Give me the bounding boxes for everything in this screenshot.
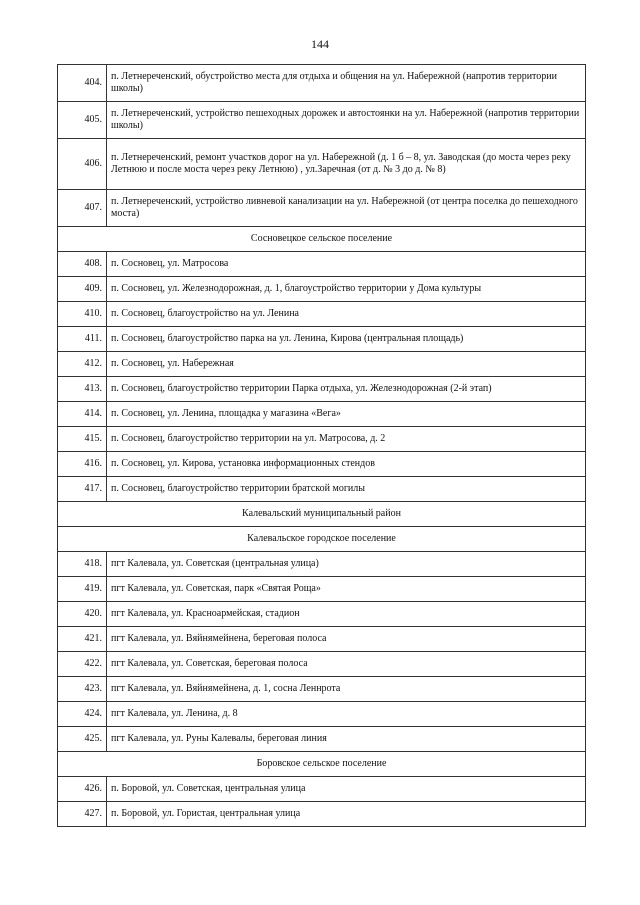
table-row [58,277,586,302]
row-number: 419. [58,577,107,602]
row-description: п. Летнереченский, обустройство места для отдыха и общения на ул. Набережной (напротив территории школы) [107,65,586,102]
row-number: 410. [58,302,107,327]
row-number: 417. [58,477,107,502]
row-description: пгт Калевала, ул. Ленина, д. 8 [107,702,586,727]
row-number: 415. [58,427,107,452]
row-number: 416. [58,452,107,477]
row-number: 427. [58,802,107,827]
table-row [58,577,586,602]
section-header-row [58,502,586,527]
row-description: п. Сосновец, ул. Набережная [107,352,586,377]
row-description: пгт Калевала, ул. Руны Калевалы, береговая линия [107,727,586,752]
row-description: пгт Калевала, ул. Красноармейская, стадион [107,602,586,627]
row-description: пгт Калевала, ул. Советская, береговая полоса [107,652,586,677]
row-description: пгт Калевала, ул. Вяйнямейнена, береговая полоса [107,627,586,652]
table-row [58,452,586,477]
section-header-row [58,752,586,777]
row-number: 413. [58,377,107,402]
row-number: 418. [58,552,107,577]
page-number: 144 [311,37,329,51]
row-number: 426. [58,777,107,802]
table-row [58,352,586,377]
section-title: Калевальское городское поселение [58,527,586,552]
table-row [58,65,586,102]
table-row [58,627,586,652]
section-header-row [58,227,586,252]
row-number: 404. [58,65,107,102]
row-number: 414. [58,402,107,427]
objects-table-body [58,65,586,827]
table-row [58,727,586,752]
table-row [58,327,586,352]
table-row [58,802,586,827]
row-description: п. Сосновец, ул. Матросова [107,252,586,277]
row-number: 424. [58,702,107,727]
table-row [58,427,586,452]
table-row [58,302,586,327]
row-description: п. Боровой, ул. Советская, центральная улица [107,777,586,802]
row-description: п. Сосновец, ул. Ленина, площадка у магазина «Вега» [107,402,586,427]
row-description: пгт Калевала, ул. Советская (центральная улица) [107,552,586,577]
table-row [58,677,586,702]
table-row [58,252,586,277]
table-row [58,190,586,227]
row-number: 409. [58,277,107,302]
row-number: 407. [58,190,107,227]
row-description: п. Летнереченский, устройство ливневой канализации на ул. Набережной (от центра поселка до пешеходного моста) [107,190,586,227]
row-description: пгт Калевала, ул. Вяйнямейнена, д. 1, сосна Леннрота [107,677,586,702]
table-row [58,652,586,677]
row-number: 422. [58,652,107,677]
row-description: п. Сосновец, благоустройство территории на ул. Матросова, д. 2 [107,427,586,452]
row-description: п. Сосновец, ул. Железнодорожная, д. 1, благоустройство территории у Дома культуры [107,277,586,302]
section-title: Сосновецкое сельское поселение [58,227,586,252]
row-description: п. Сосновец, благоустройство на ул. Ленина [107,302,586,327]
row-description: п. Летнереченский, ремонт участков дорог на ул. Набережной (д. 1 б – 8, ул. Заводская (до моста через реку Летнюю и после моста через реку Летнюю) , ул.Заречная (от д. № 3 до д. № 8) [107,139,586,190]
table-row [58,402,586,427]
section-header-row [58,527,586,552]
row-number: 423. [58,677,107,702]
row-description: п. Сосновец, благоустройство территории Парка отдыха, ул. Железнодорожная (2-й этап) [107,377,586,402]
row-description: п. Боровой, ул. Гористая, центральная улица [107,802,586,827]
section-title: Калевальский муниципальный район [58,502,586,527]
row-number: 420. [58,602,107,627]
table-row [58,377,586,402]
row-number: 405. [58,102,107,139]
table-row [58,552,586,577]
table-row [58,602,586,627]
table-row [58,477,586,502]
table-row [58,139,586,190]
row-number: 412. [58,352,107,377]
row-description: п. Сосновец, благоустройство территории братской могилы [107,477,586,502]
table-row [58,102,586,139]
section-title: Боровское сельское поселение [58,752,586,777]
table-row [58,777,586,802]
objects-table [57,64,586,827]
row-number: 425. [58,727,107,752]
row-description: п. Сосновец, ул. Кирова, установка информационных стендов [107,452,586,477]
row-number: 408. [58,252,107,277]
row-number: 411. [58,327,107,352]
row-number: 406. [58,139,107,190]
row-description: п. Летнереченский, устройство пешеходных дорожек и автостоянки на ул. Набережной (напротив территории школы) [107,102,586,139]
row-description: пгт Калевала, ул. Советская, парк «Святая Роща» [107,577,586,602]
table-row [58,702,586,727]
row-description: п. Сосновец, благоустройство парка на ул. Ленина, Кирова (центральная площадь) [107,327,586,352]
row-number: 421. [58,627,107,652]
